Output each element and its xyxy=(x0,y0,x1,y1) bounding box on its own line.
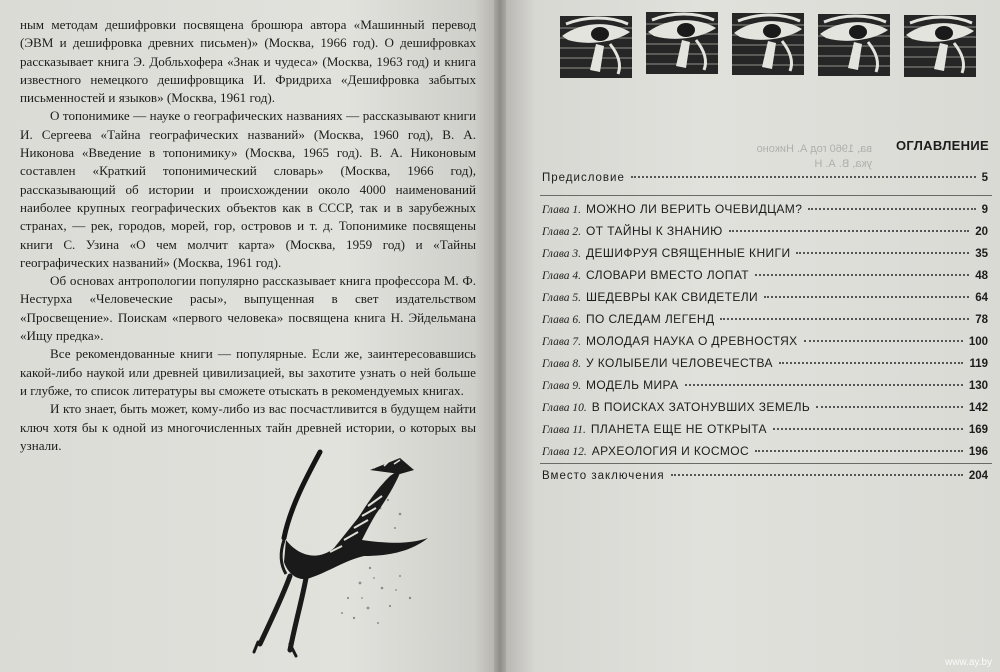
dot-leader xyxy=(755,450,963,452)
paragraph: О топонимике — науке о географических названиях — рассказывают книги И. Сергеева «Тайна географических названий» (Москва, 1960 год), В. А. Никонова «Введение в топонимику» (Москва, 1965 год). В. А. Никоновым составлен «Краткий топонимический словарь» (Москва, 1966 год), рассказывающий об истории и происхождении около 4000 наименований наиболее крупных географических объектов как в СССР, так и в зарубежных странах, — рек, городов, морей, гор, островов и т. д. Топонимике посвящены книги С. Узина «О чем молчит карта» (Москва, 1959 год) и «Тайны географических названий» (Москва, 1961 год). xyxy=(20,108,476,270)
chapter-title: МОЖНО ЛИ ВЕРИТЬ ОЧЕВИДЦАМ? xyxy=(586,202,803,216)
toc-page-number: 64 xyxy=(975,292,988,304)
egyptian-eye-ornament xyxy=(560,10,980,82)
chapter-title: ПО СЛЕДАМ ЛЕГЕНД xyxy=(586,312,715,326)
chapter-label: Глава 2. xyxy=(542,226,581,238)
toc-conclusion xyxy=(542,470,988,490)
toc-chapter xyxy=(542,422,988,442)
toc-divider xyxy=(540,195,992,196)
chapter-label: Глава 6. xyxy=(542,314,581,326)
paragraph: Об основах антропологии популярно рассказывает книга профессора М. Ф. Нестурха «Человеческие расы», выпущенная в свет издательством «Просвещение». Поискам «первого человека» посвящена книга Н. Эйдельмана «Ищу предка». xyxy=(20,273,476,344)
toc-chapter xyxy=(542,202,988,222)
chapter-title: ШЕДЕВРЫ КАК СВИДЕТЕЛИ xyxy=(586,290,759,304)
chapter-label: Глава 11. xyxy=(542,424,586,436)
dot-leader xyxy=(755,274,969,276)
chapter-title: ДЕШИФРУЯ СВЯЩЕННЫЕ КНИГИ xyxy=(586,246,791,260)
dot-leader xyxy=(779,362,964,364)
toc-page-number: 196 xyxy=(968,446,988,458)
dot-leader xyxy=(796,252,969,254)
dot-leader xyxy=(631,176,976,178)
toc-chapter xyxy=(542,444,988,464)
chapter-label: Глава 7. xyxy=(542,336,581,348)
chapter-title: В ПОИСКАХ ЗАТОНУВШИХ ЗЕМЕЛЬ xyxy=(591,400,811,414)
chapter-title: МОЛОДАЯ НАУКА О ДРЕВНОСТЯХ xyxy=(586,334,798,348)
toc-chapter xyxy=(542,246,988,266)
chapter-label: Глава 3. xyxy=(542,248,581,260)
chapter-label: Глава 10. xyxy=(542,402,587,414)
toc-title: ОГЛАВЛЕНИЕ xyxy=(896,138,989,153)
toc-chapter xyxy=(542,334,988,354)
right-page xyxy=(506,0,1000,672)
toc-page-number: 204 xyxy=(968,470,988,482)
toc-chapter xyxy=(542,268,988,288)
toc-page-number: 9 xyxy=(981,204,988,216)
toc-page-number: 35 xyxy=(975,248,988,260)
toc-preface-title: Предисловие xyxy=(542,172,625,184)
watermark: www.ay.by xyxy=(944,657,992,668)
toc-chapter xyxy=(542,378,988,398)
dot-leader xyxy=(804,340,963,342)
dot-leader xyxy=(808,208,975,210)
toc-page-number: 100 xyxy=(968,336,988,348)
chapter-label: Глава 8. xyxy=(542,358,581,370)
dot-leader xyxy=(764,296,969,298)
chapter-label: Глава 4. xyxy=(542,270,581,282)
dot-leader xyxy=(685,384,963,386)
toc-chapter xyxy=(542,290,988,310)
chapter-title: ОТ ТАЙНЫ К ЗНАНИЮ xyxy=(586,224,723,238)
paragraph: И кто знает, быть может, кому-либо из вас посчастливится в будущем найти ключ хотя бы к одной из многочисленных тайн древней истории, о которых вы узнали. xyxy=(20,401,476,453)
chapter-title: ПЛАНЕТА ЕЩЕ НЕ ОТКРЫТА xyxy=(590,422,767,436)
chapter-label: Глава 9. xyxy=(542,380,581,392)
left-page xyxy=(0,0,494,672)
dot-leader xyxy=(729,230,970,232)
chapter-title: СЛОВАРИ ВМЕСТО ЛОПАТ xyxy=(586,268,750,282)
paragraph: Все рекомендованные книги — популярные. Если же, заинтересовавшись какой-либо наукой или древней цивилизацией, вы захотите узнать о ней больше и глубже, то список литературы вы сможете отыскать в рекомендуемых книгах. xyxy=(20,346,476,398)
chapter-title: У КОЛЫБЕЛИ ЧЕЛОВЕЧЕСТВА xyxy=(586,356,773,370)
toc-chapter xyxy=(542,312,988,332)
toc-preface xyxy=(542,172,988,192)
toc-page-number: 119 xyxy=(969,358,988,370)
bleed-through-text: ва, 1960 год А. Никоно ука, В. А. Н xyxy=(756,143,872,170)
dot-leader xyxy=(816,406,963,408)
book-gutter xyxy=(494,0,506,672)
chapter-title: АРХЕОЛОГИЯ И КОСМОС xyxy=(591,444,750,458)
toc-page-number: 169 xyxy=(968,424,988,436)
toc-chapter xyxy=(542,356,988,376)
rock-art-animal-illustration xyxy=(250,448,450,658)
chapter-title: МОДЕЛЬ МИРА xyxy=(586,378,679,392)
toc-divider xyxy=(540,463,992,464)
toc-conclusion-title: Вместо заключения xyxy=(542,470,665,482)
toc-page-number: 78 xyxy=(975,314,988,326)
left-page-text xyxy=(20,16,476,455)
chapter-label: Глава 1. xyxy=(542,204,581,216)
toc-page-number: 130 xyxy=(968,380,988,392)
toc-page-number: 20 xyxy=(975,226,988,238)
chapter-label: Глава 12. xyxy=(542,446,587,458)
toc-chapter xyxy=(542,400,988,420)
paragraph: ным методам дешифровки посвящена брошюра автора «Машинный перевод (ЭВМ и дешифровка древних письмен)» (Москва, 1966 год). О дешифровках рассказывает книга Э. Добльхофера «Знак и чудеса» (Москва, 1963 год) и книга известного немецкого дешифровщика И. Фридриха «Дешифровка забытых письменностей и языков» (Москва, 1961 год). xyxy=(20,17,476,106)
dot-leader xyxy=(720,318,969,320)
toc-chapter xyxy=(542,224,988,244)
toc-page-number: 5 xyxy=(981,172,988,184)
dot-leader xyxy=(671,474,963,476)
toc-page-number: 142 xyxy=(968,402,988,414)
dot-leader xyxy=(773,428,963,430)
toc-page-number: 48 xyxy=(975,270,988,282)
chapter-label: Глава 5. xyxy=(542,292,581,304)
